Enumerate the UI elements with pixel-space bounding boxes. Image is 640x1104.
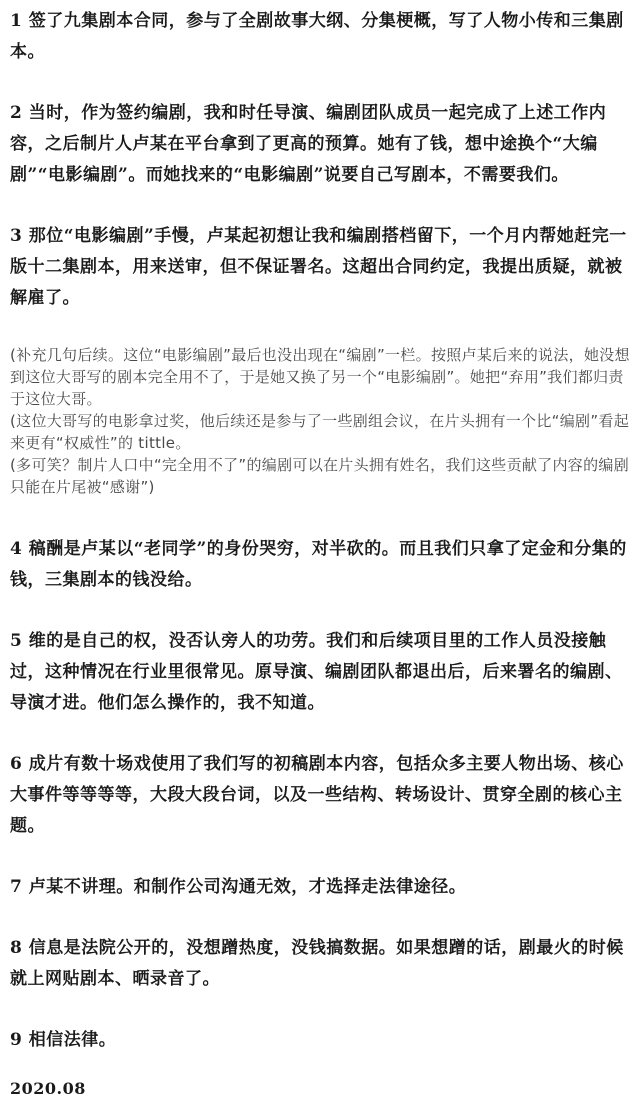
paragraph-7: 7 卢某不讲理。和制作公司沟通无效，才选择走法律途径。 xyxy=(10,877,467,897)
paragraph-4: 4 稿酬是卢某以“老同学”的身份哭穷，对半砍的。而且我们只拿了定金和分集的钱，三集剧本的钱没给。 xyxy=(10,539,627,590)
paragraph-3: 3 那位“电影编剧”手慢，卢某起初想让我和编剧搭档留下，一个月内帮她赶完一版十二集剧本，用来送审，但不保证署名。这超出合同约定，我提出质疑，就被解雇了。 xyxy=(10,226,627,308)
paragraph-8: 8 信息是法院公开的，没想蹭热度，没钱搞数据。如果想蹭的话，剧最火的时候就上网贴剧本、晒录音了。 xyxy=(10,938,624,989)
paragraph-1: 1 签了九集剧本合同，参与了全剧故事大纲、分集梗概，写了人物小传和三集剧本。 xyxy=(10,11,624,62)
paragraph-9: 9 相信法律。 xyxy=(10,1030,117,1050)
paragraph-6: 6 成片有数十场戏使用了我们写的初稿剧本内容，包括众多主要人物出场、核心大事件等等等等，大段大段台词，以及一些结构、转场设计、贯穿全剧的核心主题。 xyxy=(10,754,624,836)
note-2: (这位大哥写的电影拿过奖，他后续还是参与了一些剧组会议，在片头拥有一个比“编剧”看起来更有“权威性”的 tittle。 xyxy=(10,412,629,452)
paragraph-5: 5 维的是自己的权，没否认旁人的功劳。我们和后续项目里的工作人员没接触过，这种情况在行业里很常见。原导演、编剧团队都退出后，后来署名的编剧、导演才进。他们怎么操作的，我不知道。 xyxy=(10,631,623,713)
document-date: 2020.08 xyxy=(10,1079,86,1098)
note-1: (补充几句后续。这位“电影编剧”最后也没出现在“编剧”一栏。按照卢某后来的说法，她没想到这位大哥写的剧本完全用不了，于是她又换了另一个“电影编剧”。她把“弃用”我们都归责于这位大哥。 xyxy=(10,346,630,408)
supplementary-notes xyxy=(10,344,630,498)
paragraph-2: 2 当时，作为签约编剧，我和时任导演、编剧团队成员一起完成了上述工作内容，之后制片人卢某在平台拿到了更高的预算。她有了钱，想中途换个“大编剧”“电影编剧”。而她找来的“电影编剧”说要自己写剧本，不需要我们。 xyxy=(10,103,607,185)
note-3: (多可笑？制片人口中“完全用不了”的编剧可以在片头拥有姓名，我们这些贡献了内容的编剧只能在片尾被“感谢”) xyxy=(10,456,629,496)
